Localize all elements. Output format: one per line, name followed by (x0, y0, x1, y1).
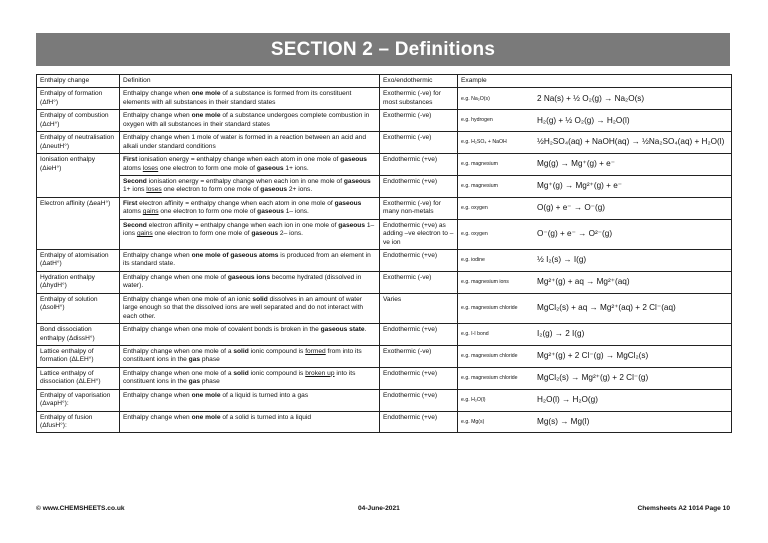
table-row (37, 271, 732, 293)
example-label: e.g. I-I bond (461, 331, 489, 338)
example-equation: O⁻(g) + e⁻ → O²⁻(g) (537, 229, 613, 239)
definition-cell: Second ionisation energy = enthalpy change when each ion in one mole of gaseous 1+ ions loses one electron to form one mole of gaseous 2+ ions. (120, 175, 380, 197)
enthalpy-change-name: Electron affinity (ΔeaH°) (37, 197, 120, 249)
example-label: e.g. iodine (461, 257, 485, 264)
table-row (37, 175, 732, 197)
enthalpy-change-name: Enthalpy of atomisation (ΔatH°) (37, 250, 120, 272)
example-cell (458, 175, 732, 197)
enthalpy-change-name: Enthalpy of vaporisation (ΔvapH°): (37, 389, 120, 411)
exo-endo-cell: Endothermic (+ve) (380, 154, 458, 176)
example-equation: Mg(g) → Mg⁺(g) + e⁻ (537, 159, 616, 169)
table-row (37, 367, 732, 389)
enthalpy-change-name: Bond dissociation enthalpy (ΔdissH°) (37, 324, 120, 346)
example-cell (458, 110, 732, 132)
definition-cell: Enthalpy change when one mole of gaseous ions become hydrated (dissolved in water). (120, 271, 380, 293)
example-equation: ½H₂SO₄(aq) + NaOH(aq) → ½Na₂SO₄(aq) + H₂O(l) (537, 137, 725, 147)
table-row (37, 324, 732, 346)
table-row (37, 110, 732, 132)
table-row (37, 250, 732, 272)
table-row (37, 389, 732, 411)
table-row (37, 197, 732, 219)
example-cell (458, 271, 732, 293)
example-cell (458, 389, 732, 411)
table-row (37, 293, 732, 323)
example-cell (458, 132, 732, 154)
header-row (37, 75, 732, 88)
definition-cell: Enthalpy change when one mole of a solid ionic compound is formed from into its constituent ions in the gas phase (120, 345, 380, 367)
example-equation: I₂(g) → 2 I(g) (537, 329, 585, 339)
exo-endo-cell: Exothermic (-ve) (380, 345, 458, 367)
example-equation: 2 Na(s) + ½ O₂(g) → Na₂O(s) (537, 93, 645, 103)
exo-endo-cell: Exothermic (-ve) for many non-metals (380, 197, 458, 219)
exo-endo-cell: Endothermic (+ve) as adding –ve electron to –ve ion (380, 219, 458, 249)
example-equation: Mg(s) → Mg(l) (537, 416, 590, 426)
definition-cell: First electron affinity = enthalpy change when each atom in one mole of gaseous atoms gains one electron to form one mole of gaseous 1– ions. (120, 197, 380, 219)
definition-cell: Enthalpy change when one mole of an ionic solid dissolves in an amount of water large enough so that the dissolved ions are well separated and do not interact with each other. (120, 293, 380, 323)
enthalpy-change-name: Enthalpy of combustion (ΔcH°) (37, 110, 120, 132)
example-cell (458, 411, 732, 433)
footer-page: Chemsheets A2 1014 Page 10 (637, 505, 730, 512)
enthalpy-change-name: Ionisation enthalpy (ΔieH°) (37, 154, 120, 198)
example-label: e.g. hydrogen (461, 117, 493, 124)
header-definition: Definition (120, 75, 380, 88)
header-example: Example (458, 75, 732, 88)
enthalpy-change-name: Enthalpy of fusion (ΔfusH°): (37, 411, 120, 433)
example-label: e.g. magnesium ions (461, 278, 509, 285)
definition-cell: Enthalpy change when one mole of covalent bonds is broken in the gaseous state. (120, 324, 380, 346)
example-label: e.g. Na₂O(s) (461, 95, 490, 102)
exo-endo-cell: Endothermic (+ve) (380, 389, 458, 411)
example-equation: Mg²⁺(g) + aq → Mg²⁺(aq) (537, 277, 630, 287)
enthalpy-change-name: Enthalpy of solution (ΔsolH°) (37, 293, 120, 323)
example-equation: O(g) + e⁻ → O⁻(g) (537, 203, 606, 212)
enthalpy-change-name: Hydration enthalpy (ΔhydH°) (37, 271, 120, 293)
example-label: e.g. oxygen (461, 231, 488, 238)
example-cell (458, 293, 732, 323)
example-label: e.g. magnesium chloride (461, 353, 518, 360)
example-label: e.g. magnesium (461, 183, 498, 190)
enthalpy-change-name: Enthalpy of formation (ΔfH°) (37, 88, 120, 110)
example-cell (458, 197, 732, 219)
definition-cell: Enthalpy change when 1 mole of water is formed in a reaction between an acid and alkali under standard conditions (120, 132, 380, 154)
header-enthalpy-change: Enthalpy change (37, 75, 120, 88)
footer-copyright: © www.CHEMSHEETS.co.uk (36, 505, 125, 512)
table-row (37, 411, 732, 433)
example-cell (458, 219, 732, 249)
exo-endo-cell: Endothermic (+ve) (380, 250, 458, 272)
example-cell (458, 324, 732, 346)
exo-endo-cell: Exothermic (-ve) (380, 271, 458, 293)
exo-endo-cell: Endothermic (+ve) (380, 411, 458, 433)
example-equation: ½ I₂(s) → I(g) (537, 255, 587, 265)
definition-cell: Enthalpy change when one mole of a solid ionic compound is broken up into its constituent ions in the gas phase (120, 367, 380, 389)
table-row (37, 219, 732, 249)
example-cell (458, 88, 732, 110)
example-label: e.g. H₂SO₄ + NaOH (461, 139, 507, 146)
exo-endo-cell: Endothermic (+ve) (380, 175, 458, 197)
definition-cell: First ionisation energy = enthalpy change when each atom in one mole of gaseous atoms loses one electron to form one mole of gaseous 1+ ions. (120, 154, 380, 176)
example-equation: MgCl₂(s) + aq → Mg²⁺(aq) + 2 Cl⁻(aq) (537, 303, 676, 313)
exo-endo-cell: Endothermic (+ve) (380, 367, 458, 389)
example-label: e.g. H₂O(l) (461, 396, 486, 403)
example-equation: H₂O(l) → H₂O(g) (537, 394, 598, 404)
table-row (37, 88, 732, 110)
table-body (37, 88, 732, 433)
definition-cell: Enthalpy change when one mole of a liquid is turned into a gas (120, 389, 380, 411)
definition-cell: Second electron affinity = enthalpy change when each ion in one mole of gaseous 1– ions gains one electron to form one mole of gaseous 2– ions. (120, 219, 380, 249)
table-row (37, 132, 732, 154)
exo-endo-cell: Exothermic (-ve) for most substances (380, 88, 458, 110)
enthalpy-change-name: Lattice enthalpy of formation (ΔLEH°) (37, 345, 120, 367)
example-cell (458, 154, 732, 176)
example-cell (458, 345, 732, 367)
exo-endo-cell: Endothermic (+ve) (380, 324, 458, 346)
example-cell (458, 250, 732, 272)
footer-date: 04-June-2021 (358, 505, 400, 512)
example-label: e.g. magnesium chloride (461, 374, 518, 381)
table-row (37, 345, 732, 367)
enthalpy-change-name: Lattice enthalpy of dissociation (ΔLEH°) (37, 367, 120, 389)
definition-cell: Enthalpy change when one mole of a substance undergoes complete combustion in oxygen with all substances in their standard states (120, 110, 380, 132)
definitions-table (36, 74, 732, 433)
definition-cell: Enthalpy change when one mole of a substance is formed from its constituent elements with all substances in their standard states (120, 88, 380, 110)
exo-endo-cell: Varies (380, 293, 458, 323)
example-equation: Mg⁺(g) → Mg²⁺(g) + e⁻ (537, 181, 623, 191)
example-label: e.g. magnesium chloride (461, 305, 518, 312)
definition-cell: Enthalpy change when one mole of a solid is turned into a liquid (120, 411, 380, 433)
definition-cell: Enthalpy change when one mole of gaseous atoms is produced from an element in its standard state. (120, 250, 380, 272)
example-equation: Mg²⁺(g) + 2 Cl⁻(g) → MgCl₂(s) (537, 351, 649, 361)
example-cell (458, 367, 732, 389)
exo-endo-cell: Exothermic (-ve) (380, 110, 458, 132)
example-equation: MgCl₂(s) → Mg²⁺(g) + 2 Cl⁻(g) (537, 373, 649, 382)
enthalpy-change-name: Enthalpy of neutralisation (ΔneutH°) (37, 132, 120, 154)
exo-endo-cell: Exothermic (-ve) (380, 132, 458, 154)
example-label: e.g. magnesium (461, 161, 498, 168)
table-row (37, 154, 732, 176)
section-title: SECTION 2 – Definitions (36, 33, 730, 66)
header-exo-endothermic: Exo/endothermic (380, 75, 458, 88)
example-label: e.g. Mg(s) (461, 418, 485, 425)
example-equation: H₂(g) + ½ O₂(g) → H₂O(l) (537, 115, 630, 125)
example-label: e.g. oxygen (461, 204, 488, 211)
